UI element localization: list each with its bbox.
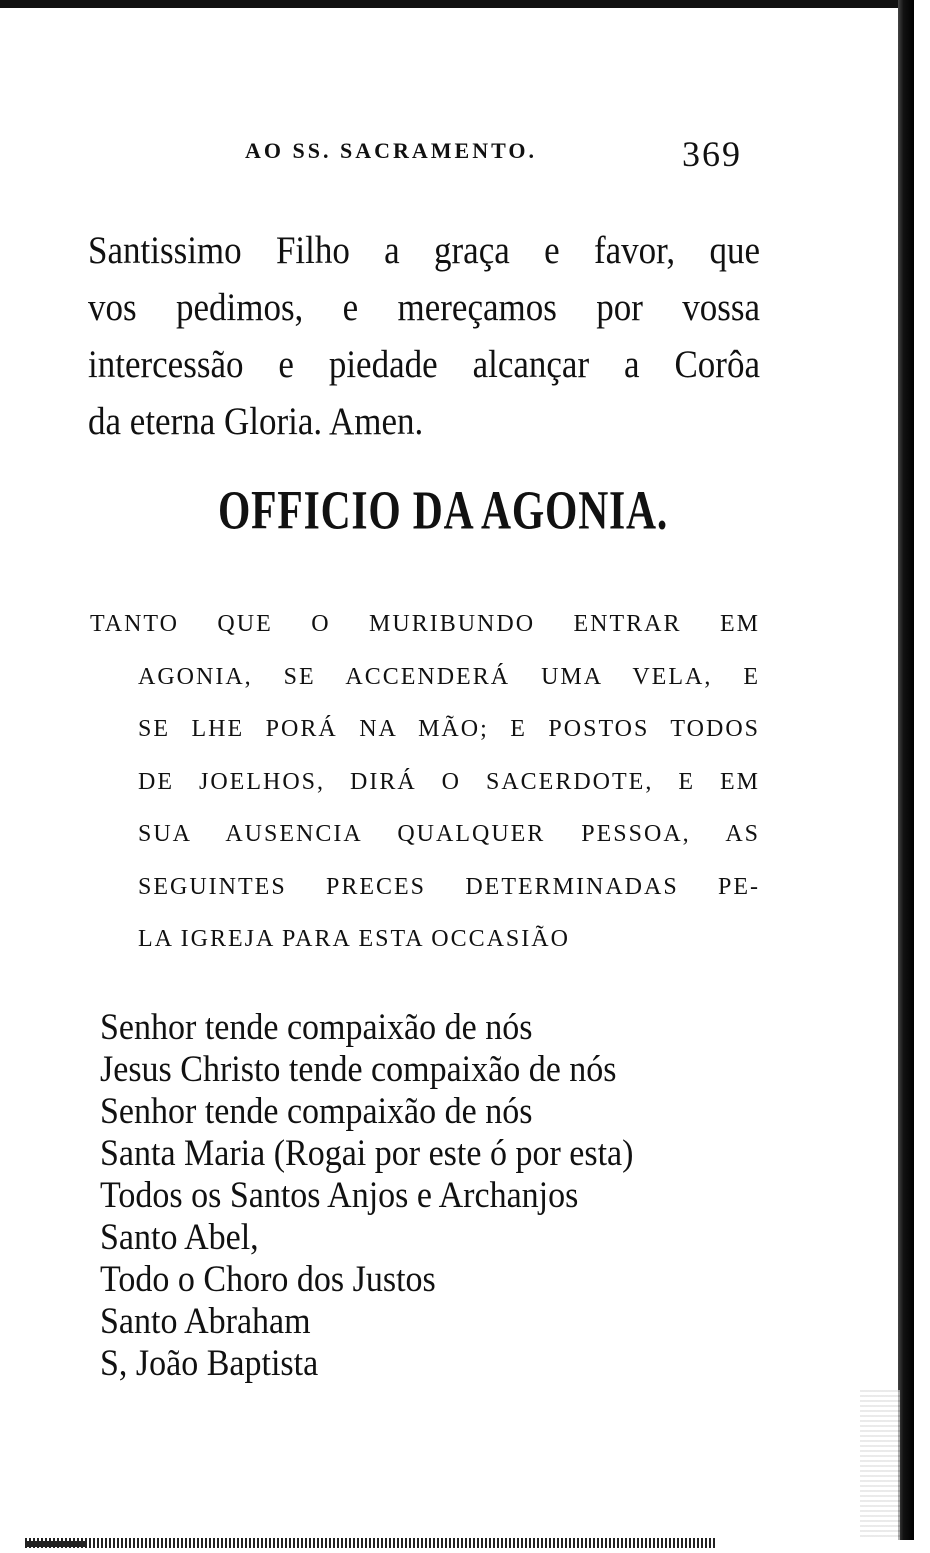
- litany-line: S, João Baptista: [100, 1343, 319, 1384]
- prayer-line: intercessão e piedade alcançar a Corôa: [88, 342, 760, 386]
- rubric-instructions: [90, 598, 760, 966]
- rubric-line: SEGUINTES PRECES DETERMINADAS PE-: [138, 873, 760, 900]
- prayer-conclusion: [88, 218, 760, 446]
- rubric-line: LA IGREJA PARA ESTA OCCASIÃO: [138, 926, 570, 952]
- section-title: OFFICIO DA AGONIA.: [218, 481, 669, 541]
- prayer-line: vos pedimos, e mereçamos por vossa: [88, 285, 760, 329]
- litany-line: Jesus Christo tende compaixão de nós: [100, 1049, 617, 1090]
- top-scan-border: [0, 0, 905, 8]
- litany-line: Senhor tende compaixão de nós: [100, 1091, 533, 1132]
- rubric-line: TANTO QUE O MURIBUNDO ENTRAR EM: [90, 611, 760, 637]
- prayer-line: Santissimo Filho a graça e favor, que: [88, 228, 760, 272]
- rubric-line: SUA AUSENCIA QUALQUER PESSOA, AS: [138, 821, 760, 847]
- rubric-line: AGONIA, SE ACCENDERÁ UMA VELA, E: [138, 663, 760, 690]
- bottom-scan-rule-solid: [25, 1541, 85, 1547]
- litany-line: Senhor tende compaixão de nós: [100, 1007, 533, 1048]
- page-edge-shading: [860, 1390, 900, 1540]
- prayer-line: da eterna Gloria. Amen.: [88, 399, 424, 443]
- litany-line: Todo o Choro dos Justos: [100, 1259, 436, 1300]
- litany-line: Santo Abraham: [100, 1301, 311, 1342]
- page-number: 369: [682, 134, 742, 174]
- rubric-line: SE LHE PORÁ NA MÃO; E POSTOS TODOS: [138, 716, 760, 742]
- litany: [100, 1005, 780, 1383]
- rubric-line: DE JOELHOS, DIRÁ O SACERDOTE, E EM: [138, 768, 760, 795]
- litany-line: Santa Maria (Rogai por este ó por esta): [100, 1133, 634, 1174]
- bottom-scan-rule: [25, 1538, 715, 1548]
- litany-line: Santo Abel,: [100, 1217, 259, 1258]
- right-scan-border: [898, 0, 914, 1540]
- litany-line: Todos os Santos Anjos e Archanjos: [100, 1175, 579, 1216]
- running-head: AO SS. SACRAMENTO.: [245, 138, 537, 163]
